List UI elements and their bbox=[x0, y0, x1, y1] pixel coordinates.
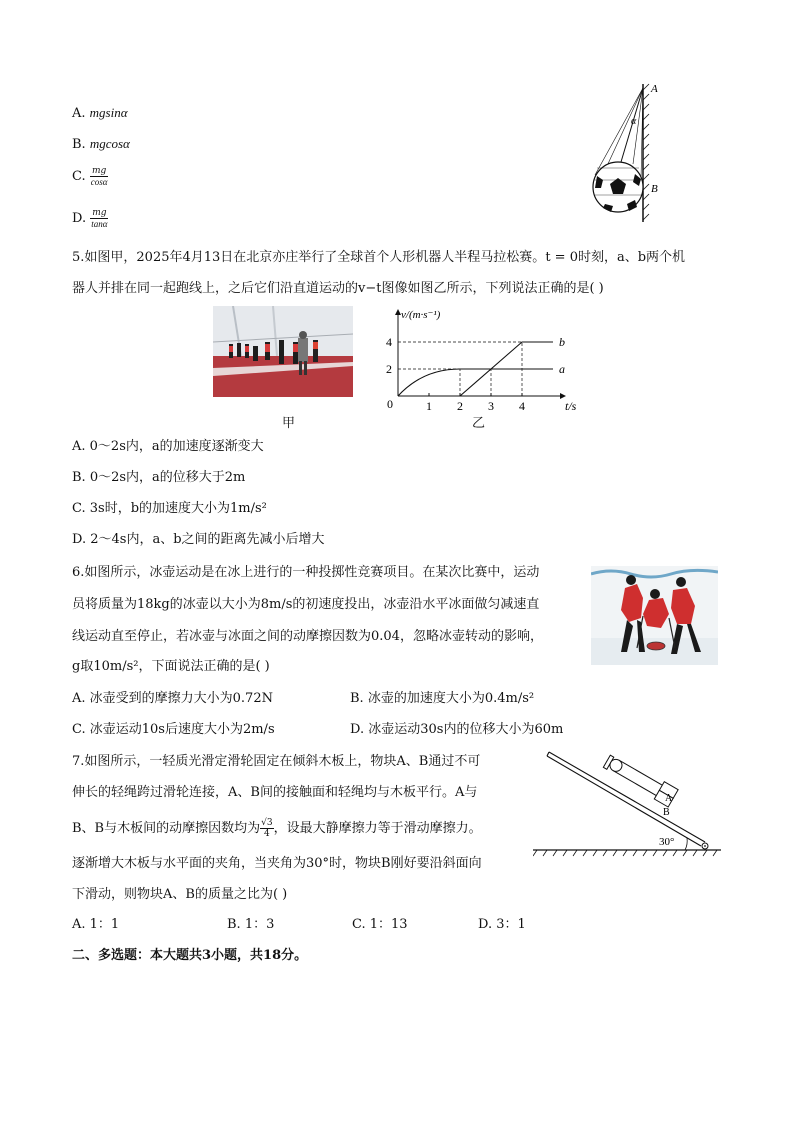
q5-fig-jia: 甲 bbox=[282, 416, 296, 431]
q5-option-c: C. 3s时，b的加速度大小为1m/s² bbox=[72, 501, 267, 516]
vt-y-tick-label: 2 bbox=[386, 362, 392, 376]
q6-photo-curling bbox=[591, 566, 718, 665]
q7-stem-line4: 逐渐增大木板与水平面的夹角，当夹角为30°时，物块B刚好要沿斜面向 bbox=[72, 856, 482, 871]
q6-option-b: B. 冰壶的加速度大小为0.4m/s² bbox=[350, 691, 535, 706]
vt-x-tick-label: 1 bbox=[426, 399, 432, 413]
vt-origin-label: 0 bbox=[387, 397, 393, 411]
q6-stem-line4: g取10m/s²，下面说法正确的是( ) bbox=[72, 659, 270, 674]
q5-photo-marathon bbox=[213, 306, 353, 397]
q6-option-a: A. 冰壶受到的摩擦力大小为0.72N bbox=[72, 691, 273, 706]
q5-option-d: D. 2～4s内，a、b之间的距离先减小后增大 bbox=[72, 532, 325, 547]
q5-option-b: B. 0～2s内，a的位移大于2m bbox=[72, 470, 246, 485]
vt-y-axis-label: v/(m·s⁻¹) bbox=[401, 309, 441, 321]
q6-stem-line1: 6.如图所示，冰壶运动是在冰上进行的一种投掷性竞赛项目。在某次比赛中，运动 bbox=[72, 565, 540, 580]
q7-option-c: C. 1：13 bbox=[352, 917, 408, 932]
q4-option-d: D. $\frac{mg}{\tan\alpha}$ bbox=[72, 208, 108, 229]
q7-stem-line2: 伸长的轻绳跨过滑轮连接，A、B间的接触面和轻绳均与木板平行。A与 bbox=[72, 785, 478, 800]
q5-option-a: A. 0～2s内，a的加速度逐渐变大 bbox=[72, 439, 264, 454]
q4-label-a: A bbox=[651, 83, 658, 95]
q7-stem-line5: 下滑动，则物块A、B的质量之比为( ) bbox=[72, 887, 288, 902]
q4-label-alpha: α bbox=[631, 116, 637, 127]
vt-series-a-label: a bbox=[559, 362, 565, 376]
q7-option-d: D. 3：1 bbox=[478, 917, 526, 932]
q6-stem-line2: 员将质量为18kg的冰壶以大小为8m/s的初速度投出，冰壶沿水平冰面做匀减速直 bbox=[72, 597, 540, 612]
q4-option-c: C. $\frac{mg}{\cos\alpha}$ bbox=[72, 166, 108, 187]
q4-label-b: B bbox=[651, 183, 658, 195]
vt-x-tick-label: 4 bbox=[519, 399, 525, 413]
q5-stem-line1: 5.如图甲，2025年4月13日在北京亦庄举行了全球首个人形机器人半程马拉松赛。t = 0时刻，a、b两个机 bbox=[72, 250, 686, 265]
q7-option-a: A. 1：1 bbox=[72, 917, 120, 932]
q5-fig-yi: 乙 bbox=[472, 416, 486, 431]
q6-option-c: C. 冰壶运动10s后速度大小为2m/s bbox=[72, 722, 275, 737]
vt-y-tick-label: 4 bbox=[386, 335, 392, 349]
vt-series-b-label: b bbox=[559, 335, 565, 349]
q5-stem-line2: 器人并排在同一起跑线上，之后它们沿直道运动的v−t图像如图乙所示，下列说法正确的是( ) bbox=[72, 281, 604, 296]
q7-stem-line3: B、B与木板间的动摩擦因数均为 $\frac{√3}{4}$ ，设最大静摩擦力等于滑动摩擦力。 bbox=[72, 818, 482, 839]
vt-x-tick-label: 2 bbox=[457, 399, 463, 413]
q7-option-b: B. 1：3 bbox=[227, 917, 275, 932]
vt-chart bbox=[373, 306, 593, 424]
q4-ball-figure bbox=[585, 80, 665, 230]
section-2-heading: 二、多选题：本大题共3小题，共18分。 bbox=[72, 948, 308, 963]
vt-x-axis-label: t/s bbox=[565, 399, 577, 413]
q7-incline-figure bbox=[533, 750, 723, 858]
q6-option-d: D. 冰壶运动30s内的位移大小为60m bbox=[350, 722, 564, 737]
vt-x-tick-label: 3 bbox=[488, 399, 494, 413]
q7-stem-line1: 7.如图所示，一轻质光滑定滑轮固定在倾斜木板上，物块A、B通过不可 bbox=[72, 754, 481, 769]
q7-angle-label: 30° bbox=[659, 836, 675, 848]
q7-label-a: A bbox=[665, 793, 673, 804]
q7-label-b: B bbox=[663, 807, 670, 818]
q4-option-a: A. mgsinα bbox=[72, 105, 128, 121]
q4-option-b: B. mgcosα bbox=[72, 136, 130, 152]
q6-stem-line3: 线运动直至停止，若冰壶与冰面之间的动摩擦因数为0.04，忽略冰壶转动的影响， bbox=[72, 629, 543, 644]
